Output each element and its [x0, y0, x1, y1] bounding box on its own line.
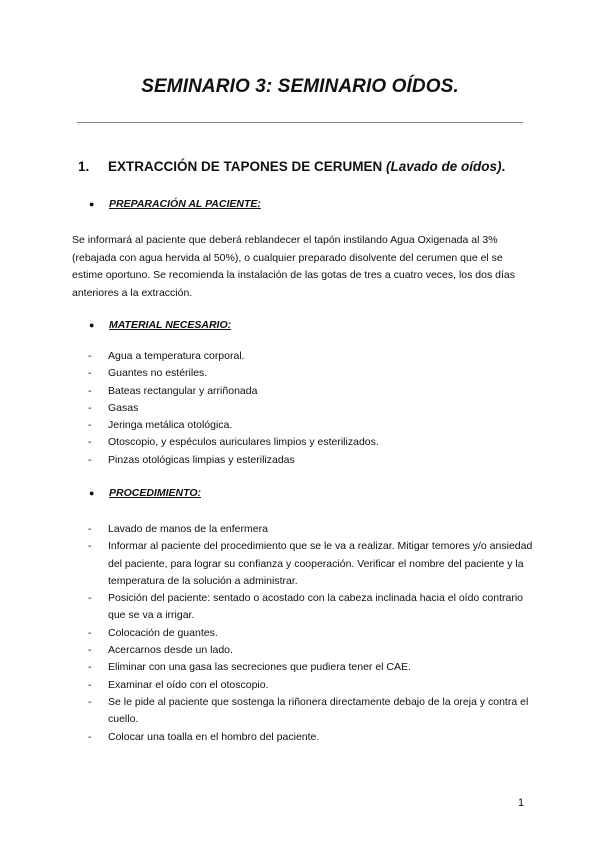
dash-bullet: - [88, 350, 92, 362]
list-item [88, 417, 538, 434]
section-heading-text: EXTRACCIÓN DE TAPONES DE CERUMEN [108, 159, 387, 174]
list-item-text: Agua a temperatura corporal. [108, 350, 245, 362]
title-divider [77, 122, 523, 123]
dash-bullet: - [88, 453, 92, 466]
dash-bullet: - [88, 419, 92, 432]
list-item [88, 383, 538, 400]
dash-bullet: - [88, 730, 92, 743]
list-item-text: Pinzas otológicas limpias y esterilizadas [108, 453, 295, 466]
list-item [88, 365, 538, 382]
list-item-text: Jeringa metálica otológica. [108, 419, 233, 432]
dash-bullet: - [88, 384, 92, 397]
list-item-text: Posición del paciente: sentado o acostado con la cabeza inclinada hacia el oído contrario que se va a irrigar. [108, 592, 524, 622]
preparation-heading-text: PREPARACIÓN AL PACIENTE: [109, 198, 261, 210]
list-item-text: Se le pide al paciente que sostenga la riñonera directamente debajo de la oreja y contra el cuello. [108, 695, 529, 726]
list-item [88, 625, 538, 642]
list-item-text: Gasas [108, 401, 139, 414]
bullet-icon: ● [89, 320, 95, 330]
material-heading-text: MATERIAL NECESARIO: [109, 319, 232, 331]
list-item-text: Colocación de guantes. [108, 626, 218, 639]
list-item [88, 348, 538, 365]
bullet-icon: ● [89, 199, 95, 209]
list-item [88, 590, 538, 625]
material-list [88, 348, 538, 469]
material-heading [89, 319, 231, 331]
dash-bullet: - [88, 367, 92, 380]
section-number: 1. [78, 159, 90, 174]
section-heading-end: . [501, 159, 506, 174]
dash-bullet: - [88, 644, 92, 657]
list-item-text: Otoscopio, y espéculos auriculares limpios y esterilizados. [108, 436, 379, 449]
procedure-heading [89, 487, 201, 499]
dash-bullet: - [88, 661, 92, 674]
bullet-icon: ● [89, 488, 95, 498]
procedure-list [88, 521, 538, 746]
list-item-text: Bateas rectangular y arriñonada [108, 384, 258, 397]
dash-bullet: - [88, 695, 92, 708]
list-item [88, 521, 538, 538]
preparation-heading [89, 198, 261, 210]
page-number: 1 [518, 797, 525, 809]
list-item [88, 400, 538, 417]
page-title: SEMINARIO 3: SEMINARIO OÍDOS. [141, 76, 459, 97]
list-item [88, 452, 538, 469]
list-item-text: Informar al paciente del procedimiento que se le va a realizar. Mitigar temores y/o ansiedad del paciente, para lograr su confianza y cooperación. Verificar el nombre del paciente y la temperatura de la solución a administrar. [108, 540, 533, 587]
list-item [88, 729, 538, 746]
list-item-text: Colocar una toalla en el hombro del paciente. [108, 730, 320, 743]
list-item [88, 434, 538, 451]
list-item-text: Guantes no estériles. [108, 367, 208, 380]
list-item [88, 538, 538, 590]
list-item [88, 659, 538, 676]
procedure-heading-text: PROCEDIMIENTO: [109, 487, 201, 499]
list-item-text: Lavado de manos de la enfermera [108, 523, 268, 535]
list-item-text: Acercarnos desde un lado. [108, 644, 233, 657]
dash-bullet: - [88, 401, 92, 414]
list-item [88, 642, 538, 659]
dash-bullet: - [88, 678, 92, 691]
dash-bullet: - [88, 626, 92, 639]
section-heading-italic: (Lavado de oídos) [386, 159, 502, 174]
dash-bullet: - [88, 540, 92, 553]
list-item-text: Eliminar con una gasa las secreciones que pudiera tener el CAE. [108, 661, 411, 674]
section-heading [78, 159, 505, 174]
preparation-paragraph: Se informará al paciente que deberá reblandecer el tapón instilando Agua Oxigenada al 3% (rebajada con agua hervida al 50%), o cualquier preparado disolvente del cerumen que el se estime oportuno. Se recomienda la instalación de las gotas de tres a cuatro veces, los dos días anteriores a la extracción. [72, 234, 515, 299]
dash-bullet: - [88, 436, 92, 449]
dash-bullet: - [88, 592, 92, 605]
list-item [88, 694, 538, 729]
list-item [88, 677, 538, 694]
dash-bullet: - [88, 523, 92, 535]
list-item-text: Examinar el oído con el otoscopio. [108, 678, 269, 691]
